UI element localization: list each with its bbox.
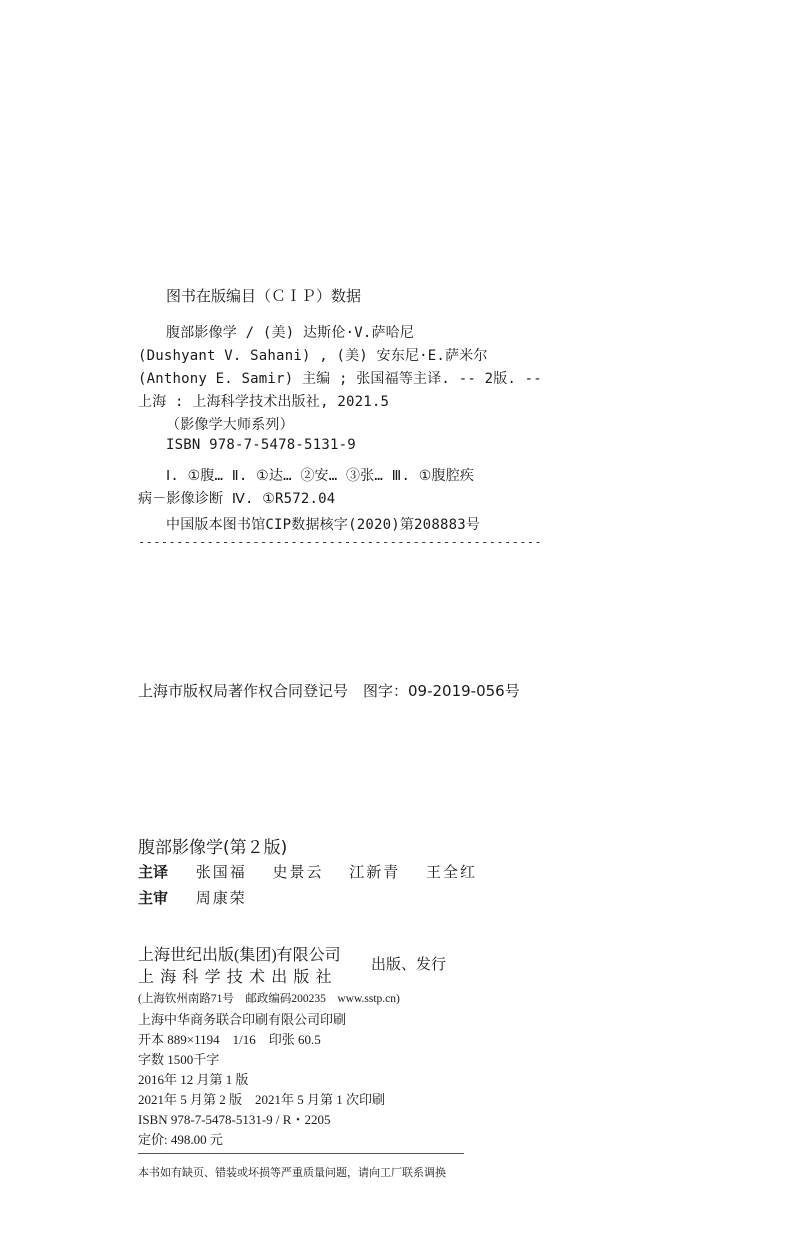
publisher-group: 上海世纪出版(集团)有限公司 bbox=[138, 947, 341, 964]
price: 定价: 498.00 元 bbox=[138, 1132, 223, 1147]
publish-action: 出版、发行 bbox=[371, 957, 447, 973]
cip-heading: 图书在版编目（ＣＩＰ）数据 bbox=[166, 287, 362, 305]
word-count: 字数 1500千字 bbox=[138, 1052, 220, 1067]
reviewer-name: 周康荣 bbox=[195, 891, 247, 907]
publisher-address: (上海钦州南路71号 邮政编码200235 www.sstp.cn) bbox=[138, 993, 400, 1005]
cip-isbn: ISBN 978-7-5478-5131-9 bbox=[166, 437, 356, 453]
dashed-divider: ----------------------------------------------------- bbox=[138, 535, 543, 549]
translators-role: 主译 bbox=[138, 865, 169, 881]
translator-name: 江新青 bbox=[349, 865, 401, 881]
cip-title-line: 腹部影像学 / (美) 达斯伦·V.萨哈尼 bbox=[166, 325, 415, 341]
cip-author-line: (Anthony E. Samir) 主编 ; 张国福等主译. -- 2版. -- bbox=[138, 371, 542, 387]
reviewer-line bbox=[138, 887, 269, 908]
translator-name: 史景云 bbox=[272, 865, 324, 881]
publisher-name: 上海科学技术出版社 bbox=[138, 969, 338, 986]
quality-notice: 本书如有缺页、错装或坏损等严重质量问题，请向工厂联系调换 bbox=[138, 1167, 446, 1179]
bottom-rule bbox=[138, 1153, 464, 1154]
imprint-isbn: ISBN 978-7-5478-5131-9 / R・2205 bbox=[138, 1112, 331, 1127]
cip-nlc-record: 中国版本图书馆CIP数据核字(2020)第208883号 bbox=[166, 517, 481, 533]
translator-name: 王全红 bbox=[426, 865, 478, 881]
cip-author-line: (Dushyant V. Sahani) , (美) 安东尼·E.萨米尔 bbox=[138, 348, 488, 364]
first-edition: 2016年 12 月第 1 版 bbox=[138, 1072, 249, 1087]
book-format: 开本 889×1194 1/16 印张 60.5 bbox=[138, 1032, 321, 1047]
second-edition: 2021年 5 月第 2 版 2021年 5 月第 1 次印刷 bbox=[138, 1092, 386, 1107]
cip-series: （影像学大师系列） bbox=[166, 417, 294, 433]
copyright-registration: 上海市版权局著作权合同登记号 图字：09-2019-056号 bbox=[138, 682, 520, 700]
reviewer-role: 主审 bbox=[138, 891, 169, 907]
cip-subject-line: 病－影像诊断 Ⅳ. ①R572.04 bbox=[138, 491, 336, 507]
translator-name: 张国福 bbox=[195, 865, 247, 881]
printer: 上海中华商务联合印刷有限公司印刷 bbox=[138, 1012, 347, 1027]
cip-subject-line: Ⅰ. ①腹… Ⅱ. ①达… ②安… ③张… Ⅲ. ①腹腔疾 bbox=[166, 468, 475, 484]
translators-line bbox=[138, 861, 499, 882]
book-title: 腹部影像学(第２版) bbox=[138, 838, 288, 858]
cip-publisher-line: 上海 : 上海科学技术出版社, 2021.5 bbox=[138, 394, 390, 410]
